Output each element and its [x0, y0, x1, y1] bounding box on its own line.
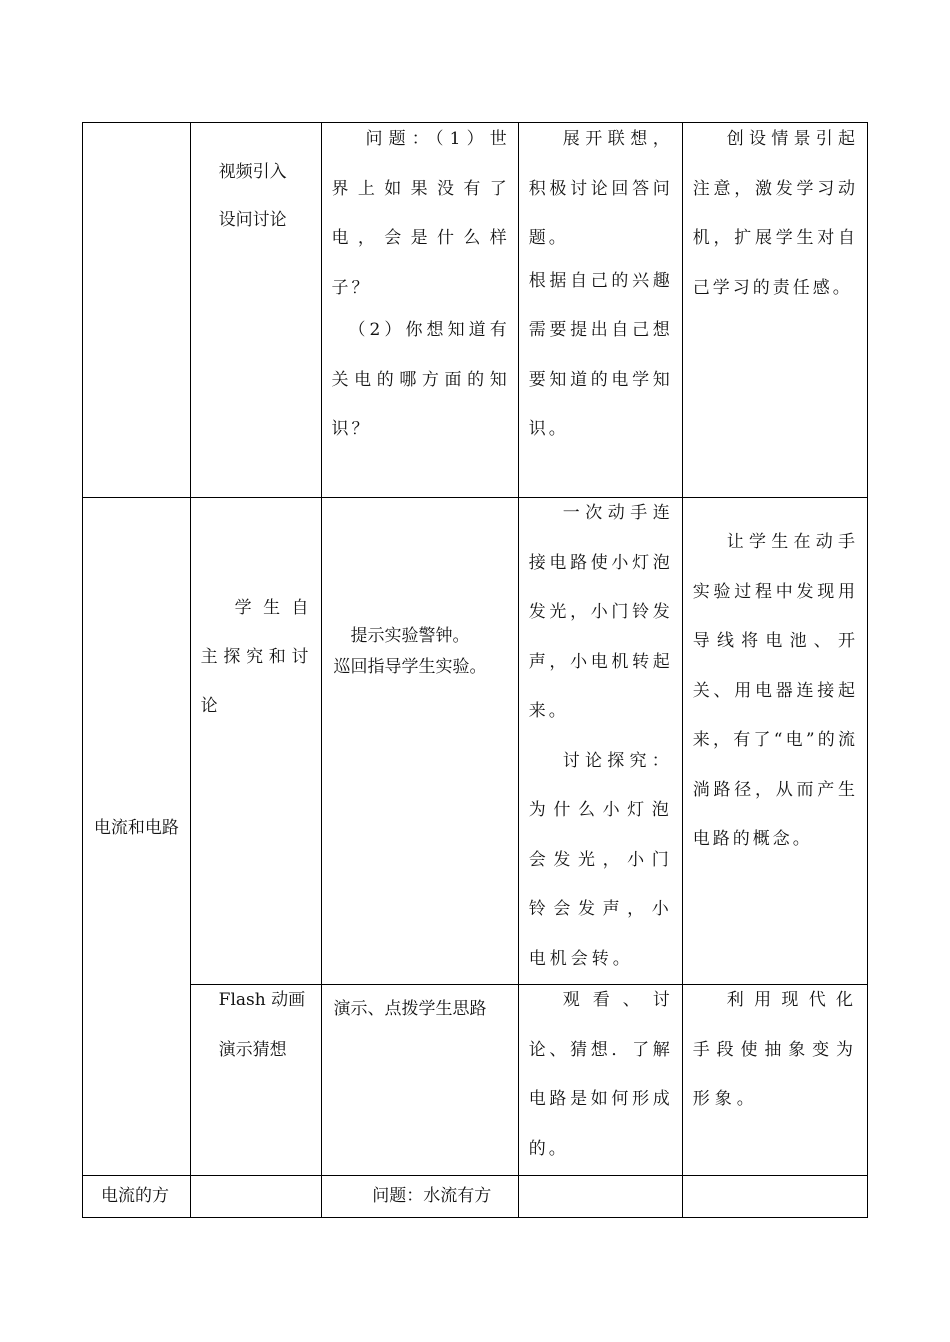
teacher-text: 提示实验警钟。 — [350, 626, 470, 646]
teacher-text: 演示、点拨学生思路 — [333, 999, 487, 1019]
student-activity-cell — [518, 985, 682, 1176]
method-text: 学生自主探究和讨论 — [200, 598, 312, 716]
method-cell — [190, 985, 321, 1176]
method-line: Flash 动画 — [218, 990, 306, 1010]
student-activity-cell — [518, 498, 682, 985]
teacher-text: 问题：（1）世界上如果没有了电，会是什么样子？ — [331, 129, 510, 298]
method-cell — [190, 123, 321, 498]
table-row — [83, 985, 868, 1176]
table-row — [83, 498, 868, 985]
intent-text: 利用现代化手段使抽象变为形象。 — [692, 990, 858, 1109]
method-line: 演示猜想 — [218, 1039, 287, 1060]
teacher-activity-cell — [321, 123, 518, 498]
design-intent-cell — [682, 1176, 867, 1218]
design-intent-cell — [682, 985, 867, 1176]
student-activity-cell — [518, 123, 682, 498]
section-cell — [83, 1176, 191, 1218]
section-title: 电流的方 — [101, 1186, 169, 1206]
section-title: 电流和电路 — [93, 818, 179, 838]
student-text: 观看、讨论、猜想．了解电路是如何形成的。 — [528, 990, 673, 1159]
teacher-text: 问题：水流有方 — [372, 1186, 492, 1206]
method-cell — [190, 1176, 321, 1218]
table-row — [83, 1176, 868, 1218]
teacher-activity-cell — [321, 985, 518, 1176]
method-cell — [190, 498, 321, 985]
teacher-text: 巡回指导学生实验。 — [333, 657, 487, 677]
table-row — [83, 123, 868, 498]
design-intent-cell — [682, 498, 867, 985]
section-cell — [83, 498, 191, 1176]
teacher-text: （2）你想知道有关电的哪方面的知识？ — [331, 320, 510, 439]
method-line: 设问讨论 — [218, 210, 287, 230]
intent-text: 创设情景引起注意，激发学习动机，扩展学生对自己学习的责任感。 — [692, 129, 858, 298]
method-line: 视频引入 — [218, 162, 287, 182]
intent-text: 让学生在动手实验过程中发现用导线将电池、开关、用电器连接起来，有了“电”的流淌路径，从而产生电路的概念。 — [692, 532, 858, 849]
student-text: 展开联想，积极讨论回答问题。 — [528, 129, 673, 248]
design-intent-cell — [682, 123, 867, 498]
teacher-activity-cell — [321, 1176, 518, 1218]
student-text: 根据自己的兴趣需要提出自己想要知道的电学知识。 — [528, 270, 673, 439]
section-cell — [83, 123, 191, 498]
teacher-activity-cell — [321, 498, 518, 985]
student-text: 讨论探究：为什么小灯泡会发光，小门铃会发声，小电机会转。 — [528, 750, 673, 969]
student-activity-cell — [518, 1176, 682, 1218]
lesson-plan-table — [82, 122, 868, 1218]
student-text: 一次动手连接电路使小灯泡发光，小门铃发声，小电机转起来。 — [528, 503, 673, 721]
